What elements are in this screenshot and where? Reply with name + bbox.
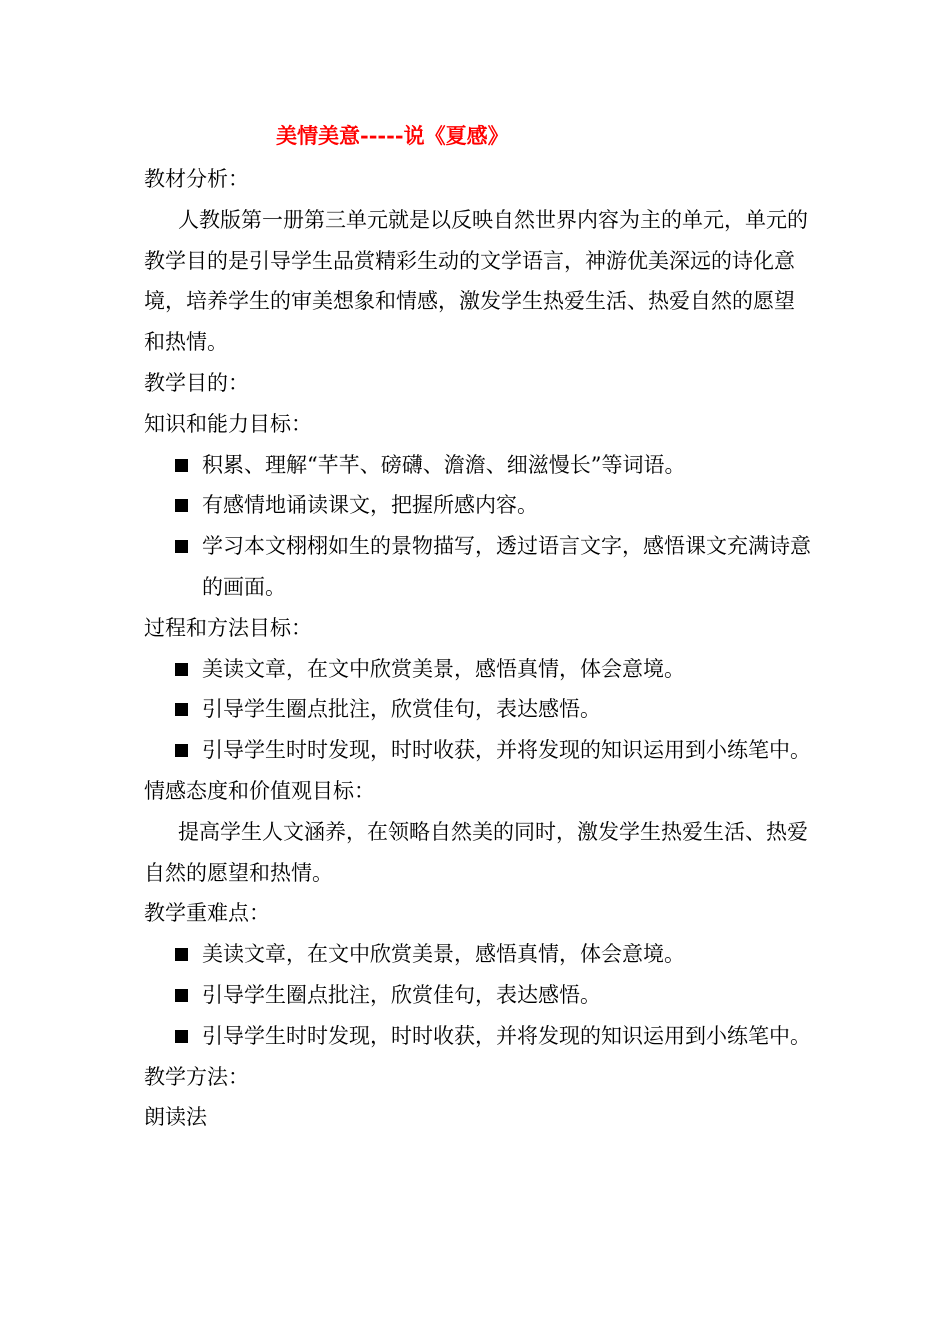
square-bullet-icon bbox=[175, 703, 188, 716]
difficulty-item-text: 引导学生圈点批注，欣赏佳句，表达感悟。 bbox=[202, 982, 601, 1007]
process-item-text: 引导学生圈点批注，欣赏佳句，表达感悟。 bbox=[202, 697, 601, 722]
knowledge-item bbox=[144, 445, 814, 486]
process-item-text: 美读文章，在文中欣赏美景，感悟真情，体会意境。 bbox=[202, 656, 685, 681]
process-item-text: 引导学生时时发现，时时收获，并将发现的知识运用到小练笔中。 bbox=[202, 738, 811, 763]
square-bullet-icon bbox=[175, 663, 188, 676]
knowledge-item bbox=[144, 526, 814, 608]
document-title: 美情美意-----说《夏感》 bbox=[276, 123, 509, 148]
knowledge-item-text: 学习本文栩栩如生的景物描写，透过语言文字，感悟课文充满诗意的画面。 bbox=[202, 534, 811, 599]
process-item bbox=[144, 730, 814, 771]
difficulty-item bbox=[144, 1016, 814, 1057]
knowledge-heading: 知识和能力目标： bbox=[144, 411, 312, 436]
analysis-paragraph: 人教版第一册第三单元就是以反映自然世界内容为主的单元，单元的教学目的是引导学生品赏精彩生动的文学语言，神游优美深远的诗化意境，培养学生的审美想象和情感，激发学生热爱生活、热爱自然的愿望和热情。 bbox=[144, 207, 808, 355]
difficulty-heading: 教学重难点： bbox=[144, 901, 270, 926]
emotion-heading: 情感态度和价值观目标： bbox=[144, 778, 375, 803]
square-bullet-icon bbox=[175, 989, 188, 1002]
difficulty-item bbox=[144, 975, 814, 1016]
knowledge-item-text: 积累、理解“芊芊、磅礴、澹澹、细滋慢长”等词语。 bbox=[202, 452, 686, 477]
knowledge-item-text: 有感情地诵读课文，把握所感内容。 bbox=[202, 493, 538, 518]
square-bullet-icon bbox=[175, 499, 188, 512]
emotion-paragraph: 提高学生人文涵养，在领略自然美的同时，激发学生热爱生活、热爱自然的愿望和热情。 bbox=[144, 819, 808, 885]
knowledge-item bbox=[144, 485, 814, 526]
difficulty-item-text: 引导学生时时发现，时时收获，并将发现的知识运用到小练笔中。 bbox=[202, 1023, 811, 1048]
method-text: 朗读法 bbox=[144, 1105, 207, 1130]
process-item bbox=[144, 649, 814, 690]
method-heading: 教学方法： bbox=[144, 1064, 249, 1089]
square-bullet-icon bbox=[175, 948, 188, 961]
square-bullet-icon bbox=[175, 540, 188, 553]
process-heading: 过程和方法目标： bbox=[144, 615, 312, 640]
difficulty-item bbox=[144, 934, 814, 975]
square-bullet-icon bbox=[175, 744, 188, 757]
goals-heading: 教学目的： bbox=[144, 370, 249, 395]
square-bullet-icon bbox=[175, 459, 188, 472]
document-body bbox=[144, 159, 814, 1138]
process-item bbox=[144, 689, 814, 730]
difficulty-item-text: 美读文章，在文中欣赏美景，感悟真情，体会意境。 bbox=[202, 942, 685, 967]
analysis-heading: 教材分析： bbox=[144, 167, 249, 191]
square-bullet-icon bbox=[175, 1030, 188, 1043]
